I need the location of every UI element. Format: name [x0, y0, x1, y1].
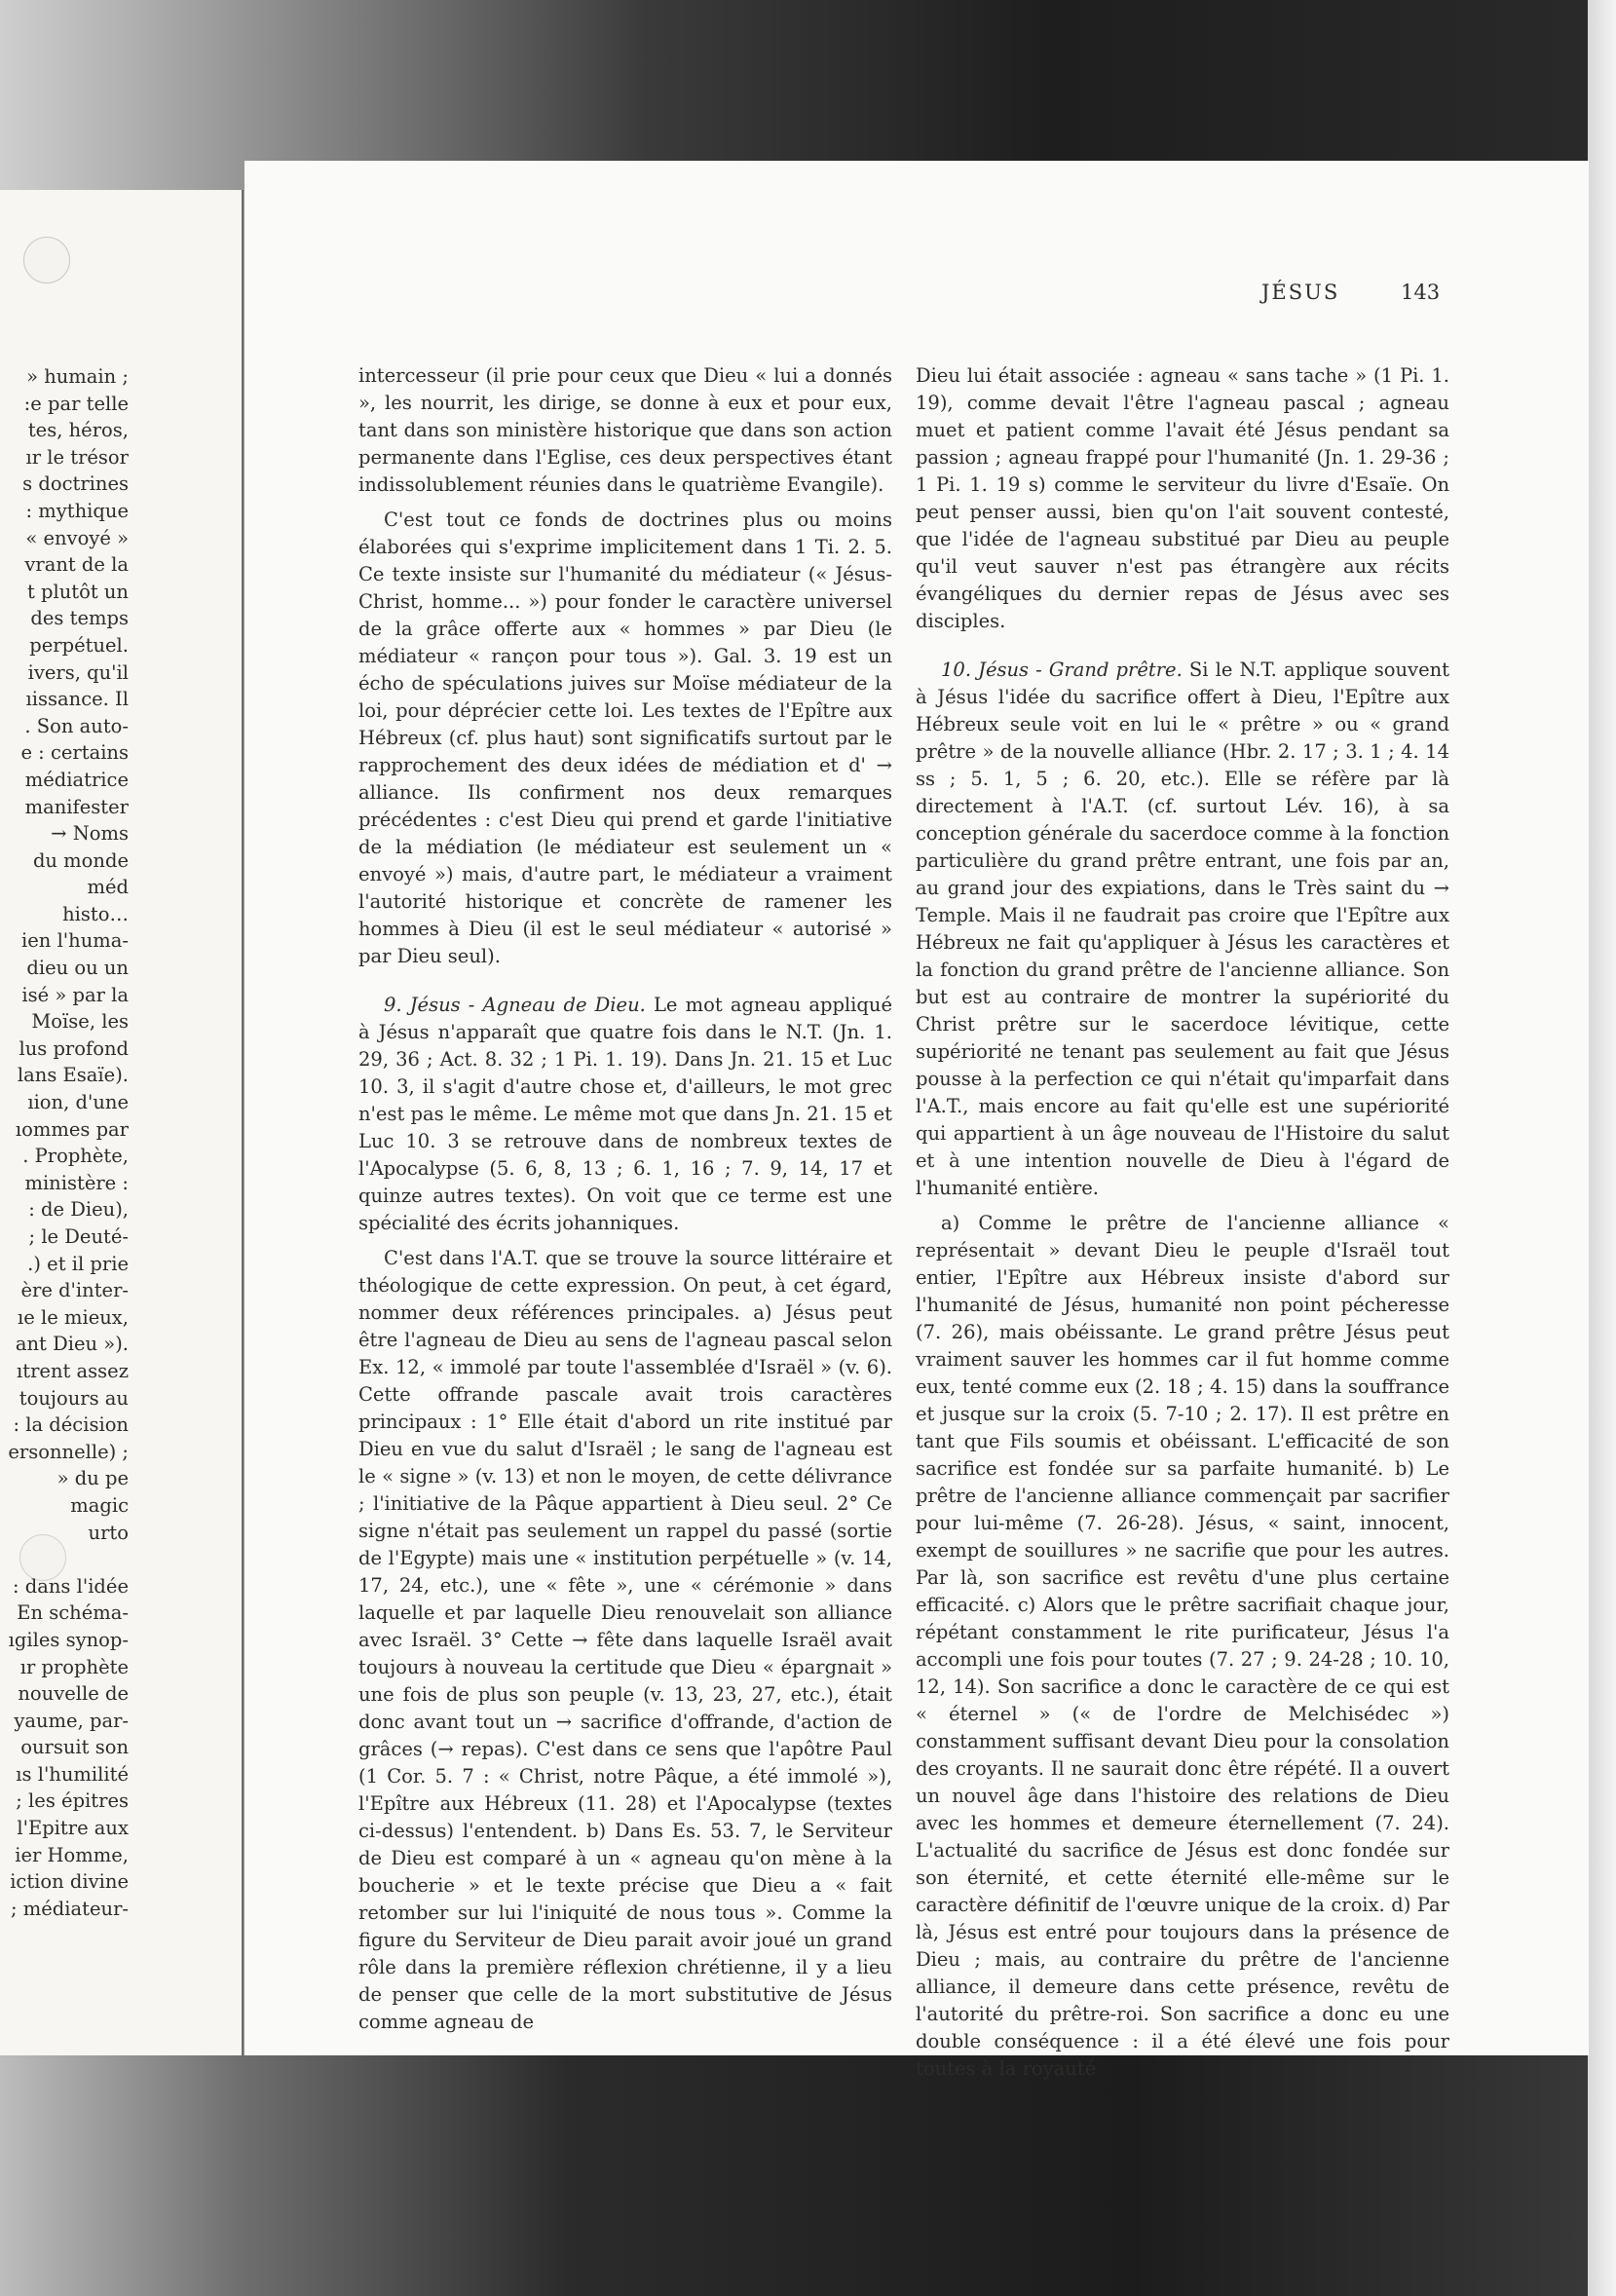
left-page-line: ıs l'humilité	[16, 1762, 129, 1786]
left-page-line: s doctrines	[22, 472, 129, 496]
left-page-line: ère d'inter-	[20, 1279, 129, 1302]
left-page-line: l'Epitre aux	[17, 1817, 129, 1840]
page-number: 143	[1401, 281, 1441, 304]
left-page-line: ien l'huma-	[21, 929, 129, 953]
scan-frame-right	[1588, 0, 1616, 2296]
left-page-line	[4, 1546, 129, 1573]
left-page-line: ; les épitres	[16, 1789, 129, 1813]
left-page-text-column	[4, 363, 129, 1922]
paragraph-text: Le mot agneau appliqué à Jésus n'apparaît que quatre fois dans le N.T. (Jn. 1. 29, 36 ; Act. 8. 32 ; 1 Pi. 1. 19). Dans Jn. 21. 15 et Luc 10. 3, il s'agit d'autre chose et, d'ailleurs, le mot grec n'est pas le même. Le même mot que dans Jn. 21. 15 et Luc 10. 3 se retrouve dans de nombreux textes de l'Apocalypse (5. 6, 8, 13 ; 6. 1, 16 ; 7. 9, 14, 17 et quinze autres textes). On voit que ce terme est une spécialité des écrits johanniques.	[358, 994, 892, 1234]
left-page-line: yaume, par-	[14, 1709, 129, 1732]
left-page-line: ır prophète	[19, 1655, 129, 1678]
section-heading: 10. Jésus - Grand prêtre.	[941, 659, 1183, 681]
left-page-line: » du pe	[56, 1467, 129, 1490]
left-page-line: : dans l'idée	[12, 1574, 129, 1598]
left-page-line: ier Homme,	[15, 1843, 129, 1866]
left-page-line: lus profond	[19, 1036, 129, 1060]
left-page-line: ivers, qu'il	[27, 660, 129, 684]
left-page-line: t plutôt un	[26, 580, 129, 603]
left-page-line: ıommes par	[15, 1117, 129, 1141]
left-page-line: ministère :	[24, 1171, 129, 1194]
left-page-line: vrant de la	[24, 553, 129, 577]
paragraph: C'est dans l'A.T. que se trouve la source littéraire et théologique de cette expression. On peut, à cet égard, nommer deux références principales. a) Jésus peut être l'agneau de Dieu au sens de l'agneau pascal selon Ex. 12, « immolé par toute l'assemblée d'Israël » (v. 6). Cette offrande pascale avait trois caractères principaux : 1° Elle était d'abord un rite institué par Dieu en vue du salut d'Israël ; le sang de l'agneau est le « signe » (v. 13) et non le moyen, de cette délivrance ; l'initiative de la Pâque appartient à Dieu seul. 2° Ce signe n'était pas seulement un rappel du passé (sortie de l'Egypte) mais une « institution perpétuelle » (v. 14, 17, 24, etc.), une « fête », une « cérémonie » dans laquelle et par laquelle Dieu renouvelait son alliance avec Israël. 3° Cette → fête dans laquelle Israël avait toujours à nouveau la certitude que Dieu « épargnait » une fois de plus son peuple (v. 13, 23, 27, etc.), était donc avant tout un → sacrifice d'offrande, d'action de grâces (→ repas). C'est dans ce sens que l'apôtre Paul (1 Cor. 5. 7 : « Christ, notre Pâque, a été immolé »), l'Epître aux Hébreux (11. 28) et l'Apocalypse (textes ci-dessus) l'entendent. b) Dans Es. 53. 7, le Serviteur de Dieu est comparé à un « agneau qu'on mène à la boucherie » et le texte précise que Dieu a « fait retomber sur lui l'iniquité de nous tous ». Comme la figure du Serviteur de Dieu parait avoir joué un grand rôle dans la première réflexion chrétienne, il y a lieu de penser que celle de la mort substitutive de Jésus comme agneau de	[358, 1247, 892, 2033]
section-paragraph	[916, 657, 1449, 1202]
paragraph: C'est tout ce fonds de doctrines plus ou moins élaborées qui s'exprime implicitement dans 1 Ti. 2. 5. Ce texte insiste sur l'humanité du médiateur (« Jésus-Christ, homme... ») pour fonder le caractère universel de la grâce offerte aux « hommes » par Dieu (le médiateur « rançon pour tous »). Gal. 3. 19 est un écho de spéculations juives sur Moïse médiateur de la loi, pour déprécier cette loi. Les textes de l'Epître aux Hébreux (cf. plus haut) sont significatifs surtout par le rapprochement des deux idées de médiation et d' → alliance. Ils confirment nos deux remarques précédentes : c'est Dieu qui prend et garde l'initiative de la médiation (le médiateur est seulement un « envoyé ») mais, d'autre part, le médiateur a vraiment l'autorité historique et concrète de ramener les hommes à Dieu (il est le seul médiateur « autorisé » par Dieu seul).	[358, 508, 892, 967]
left-page-line: urto	[88, 1521, 129, 1544]
left-page-line: : la décision	[13, 1413, 129, 1437]
left-page-line: ıgiles synop-	[8, 1628, 129, 1651]
left-page-line: ır le trésor	[25, 445, 129, 469]
left-page-line: ersonnelle) ;	[8, 1440, 129, 1463]
left-page-line: : mythique	[25, 499, 129, 522]
left-page-line: : de Dieu),	[28, 1198, 129, 1222]
left-page-line: isé » par la	[21, 983, 129, 1006]
left-page-line: tes, héros,	[27, 419, 129, 442]
left-page-line: :e par telle	[23, 392, 129, 415]
left-page-line: ıtrent assez	[17, 1359, 129, 1382]
left-page-line: → Noms	[51, 822, 129, 846]
running-head: JÉSUS	[1261, 281, 1340, 304]
left-page-line: ıion, d'une	[27, 1091, 129, 1114]
paragraph-text: Si le N.T. applique souvent à Jésus l'idée du sacrifice offert à Dieu, l'Epître aux Hébreux seule voit en lui le « prêtre » ou « grand prêtre » de la nouvelle alliance (Hbr. 2. 17 ; 3. 1 ; 4. 14 ss ; 5. 1, 5 ; 6. 20, etc.). Elle se réfère par là directement à l'A.T. (cf. surtout Lév. 16), à sa conception générale du sacerdoce comme à la fonction particulière du grand prêtre entrant, une fois par an, au grand jour des expiations, dans le Très saint du → Temple. Mais il ne faudrait pas croire que l'Epître aux Hébreux ne fait qu'appliquer à Jésus les caractères et la fonction du grand prêtre de l'ancienne alliance. Son but est au contraire de montrer la supériorité du Christ prêtre sur le sacerdoce lévitique, cette supériorité ne tenant pas seulement au fait que Jésus pousse à la perfection ce qui n'était qu'imparfait dans l'A.T., mais encore au fait qu'elle est une supériorité qui appartient à un âge nouveau de l'Histoire du salut et à une intention nouvelle de Dieu à l'égard de l'humanité entière.	[916, 659, 1450, 1199]
paragraph: Dieu lui était associée : agneau « sans tache » (1 Pi. 1. 19), comme devait l'être l'agneau pascal ; agneau muet et patient comme l'avait été Jésus pendant sa passion ; agneau frappé pour l'humanité (Jn. 1. 29-36 ; 1 Pi. 1. 19 s) comme le serviteur du livre d'Esaïe. On peut penser aussi, bien qu'on l'ait souvent contesté, que l'idée de l'agneau substitué par Dieu au peuple qu'il veut sauver n'est pas étrangère aux récits évangéliques du dernier repas de Jésus avec ses disciples.	[916, 364, 1449, 632]
left-page-line: ıe le mieux,	[18, 1305, 129, 1329]
left-page-line: » humain ;	[26, 365, 129, 388]
punch-hole	[23, 237, 70, 283]
left-page-line: e : certains	[20, 741, 129, 765]
left-page-line: oursuit son	[20, 1736, 129, 1759]
left-page-line: médiatrice	[24, 768, 129, 791]
left-page-line: iction divine	[10, 1870, 129, 1894]
left-page-line: dieu ou un	[26, 957, 129, 980]
paragraph: a) Comme le prêtre de l'ancienne alliance « représentait » devant Dieu le peuple d'Israël tout entier, l'Epître aux Hébreux insiste d'abord sur l'humanité de Jésus, humanité non point pécheresse (7. 26), mais obéissante. Le grand prêtre Jésus peut vraiment sauver les hommes car il fut homme comme eux, tenté comme eux (2. 18 ; 4. 15) dans la souffrance et jusque sur la croix (5. 7-10 ; 2. 17). Il est prêtre en tant que Fils soumis et obéissant. L'efficacité de son sacrifice est fondée sur sa parfaite humanité. b) Le prêtre de l'ancienne alliance commençait par sacrifier pour lui-même (7. 26-28). Jésus, « saint, innocent, exempt de souillures » ne sacrifie que pour les autres. Par là, son sacrifice est revêtu d'une plus certaine efficacité. c) Alors que le prêtre sacrifiait chaque jour, répétant constamment le rite purificateur, Jésus l'a accompli une fois pour toutes (7. 27 ; 9. 24-28 ; 10. 10, 12, 14). Son sacrifice a donc le caractère de ce qui est « éternel » (« de l'ordre de Melchisédec ») constamment suffisant devant Dieu pour la consolation des croyants. Il ne saurait donc être répété. Il a ouvert un nouvel âge dans l'histoire des relations de Dieu avec les hommes et demeure éternellement (7. 24). L'actualité du sacrifice de Jésus est donc fondée sur son éternité, et cette éternité elle-même sur le caractère définitif de l'œuvre unique de la croix. d) Par là, Jésus est entré pour toujours dans la présence de Dieu ; mais, au contraire du prêtre de l'ancienne alliance, il demeure dans cette présence, revêtu de l'autorité du prêtre-roi. Son sacrifice a donc eu une double conséquence : il a été élevé une fois pour toutes à la royauté	[916, 1212, 1449, 2080]
left-page-line: ; le Deuté-	[28, 1225, 129, 1248]
left-page-line: . Prophète,	[22, 1145, 129, 1168]
left-page-line: Moïse, les	[31, 1010, 129, 1034]
left-page-line: ant Dieu »).	[15, 1333, 129, 1356]
section-heading: 9. Jésus - Agneau de Dieu.	[384, 994, 646, 1016]
left-page-line: histo…	[62, 902, 129, 925]
scan-frame-bottom	[0, 2055, 1616, 2296]
left-page-line: méd	[87, 876, 129, 899]
text-column-left	[358, 362, 892, 2036]
left-page-line: .) et il prie	[27, 1252, 129, 1275]
left-page-line: perpétuel.	[29, 633, 129, 657]
left-page-fragment	[0, 190, 244, 2055]
left-page-line: des temps	[30, 607, 129, 630]
left-page-line: . Son auto-	[24, 714, 129, 737]
left-page-line: « envoyé »	[25, 526, 129, 549]
left-page-line: nouvelle de	[18, 1682, 129, 1706]
left-page-line: du monde	[32, 848, 129, 872]
section-paragraph	[358, 992, 892, 1237]
left-page-line: toujours au	[19, 1386, 129, 1410]
left-page-line: En schéma-	[17, 1601, 129, 1625]
text-column-right	[916, 362, 1449, 2083]
left-page-line: manifester	[24, 795, 129, 818]
paragraph: intercesseur (il prie pour ceux que Dieu « lui a donnés », les nourrit, les dirige, se donne à eux et pour eux, tant dans son ministère historique que dans son action permanente dans l'Eglise, ces deux perspectives étant indissolublement réunies dans le quatrième Evangile).	[358, 364, 892, 496]
left-page-line: ıissance. Il	[25, 688, 129, 711]
left-page-line: lans Esaïe).	[17, 1064, 129, 1087]
left-page-line: magic	[70, 1493, 129, 1517]
left-page-line: ; médiateur-	[11, 1897, 129, 1920]
